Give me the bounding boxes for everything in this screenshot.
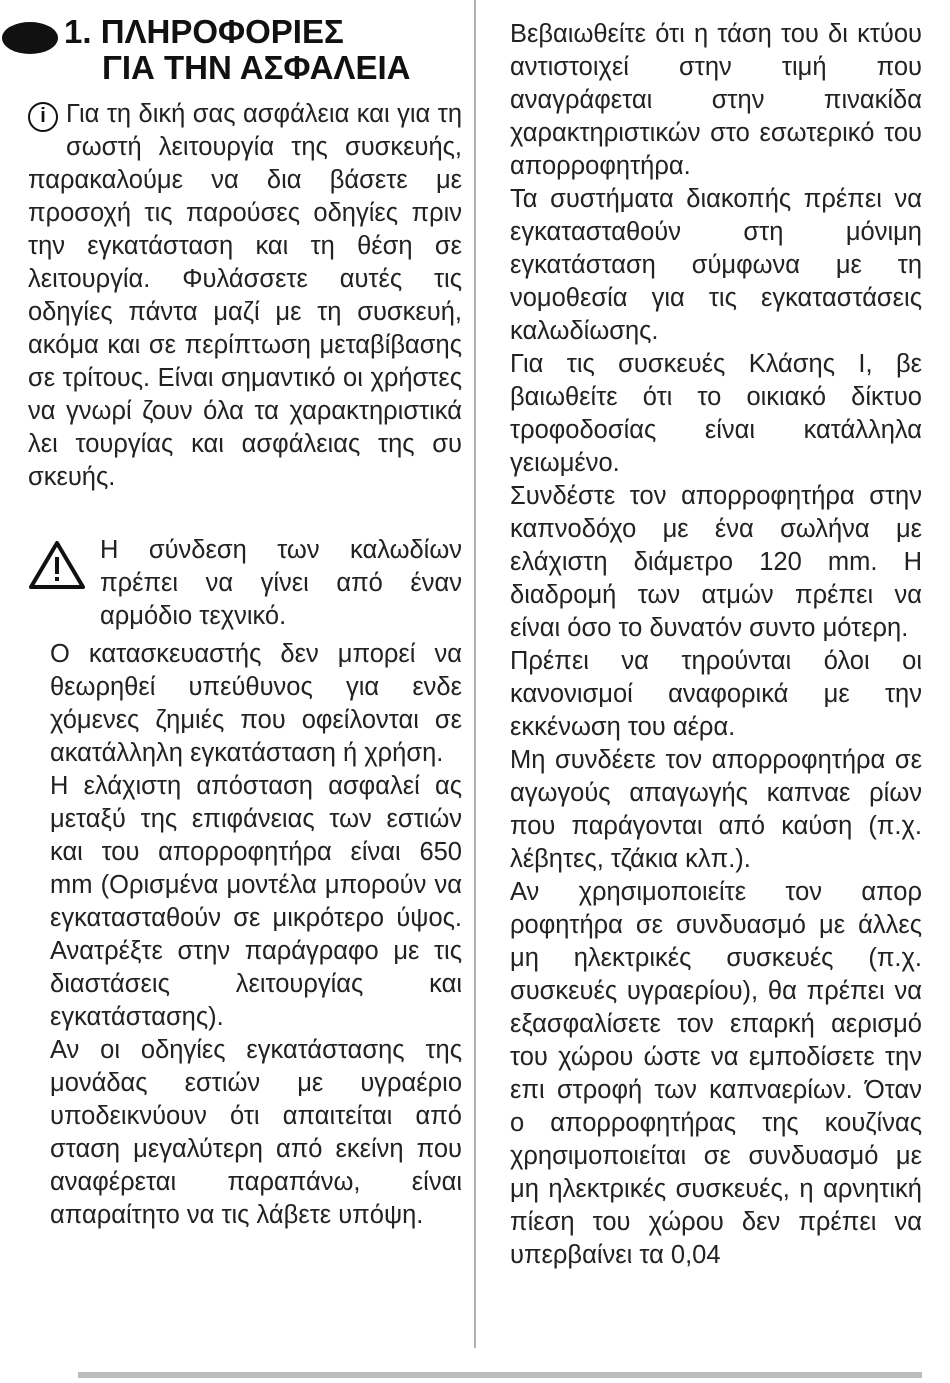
section-title xyxy=(64,14,410,86)
right-column xyxy=(510,18,922,1272)
warning-triangle-icon xyxy=(28,540,86,590)
footer-rule xyxy=(78,1372,922,1378)
paragraph: Μη συνδέετε τον απορροφητήρα σε αγωγούς απαγωγής καπναε ρίων που παράγονται από καύση (π.χ. λέβητες, τζάκια κλπ.). xyxy=(510,746,922,873)
section-bullet-icon xyxy=(2,22,58,54)
left-paragraphs xyxy=(28,638,462,1232)
info-circle-icon: i xyxy=(28,102,58,132)
warning-notice xyxy=(28,534,462,634)
paragraph: Βεβαιωθείτε ότι η τάση του δι κτύου αντιστοιχεί στην τιμή που αναγράφεται στην πινακίδα χαρακτηριστικών στο εσωτερικό του απορροφητήρα. xyxy=(510,20,922,180)
info-notice xyxy=(28,98,462,494)
column-divider xyxy=(474,0,476,1348)
section-title-line1: 1. ΠΛΗΡΟΦΟΡΙΕΣ xyxy=(64,13,344,50)
section-heading xyxy=(28,14,462,90)
paragraph: Η ελάχιστη απόσταση ασφαλεί ας μεταξύ της επιφάνειας των εστιών και του απορροφητήρα είναι 650 mm (Ορισμένα μοντέλα μπορούν να εγκατασταθούν σε μικρότερο ύψος. Ανατρέξτε στην παράγραφο με τις διαστάσεις λειτουργίας και εγκατάστασης). xyxy=(50,772,462,1031)
section-title-line2: ΓΙΑ ΤΗΝ ΑΣΦΑΛΕΙΑ xyxy=(102,49,411,86)
paragraph: Ο κατασκευαστής δεν μπορεί να θεωρηθεί υπεύθυνος για ενδε χόμενες ζημιές που οφείλονται σε ακατάλληλη εγκατάσταση ή χρήση. xyxy=(50,640,462,767)
warning-text: Η σύνδεση των καλωδίων πρέπει να γίνει από έναν αρμόδιο τεχνικό. xyxy=(100,536,462,630)
paragraph: Συνδέστε τον απορροφητήρα στην καπνοδόχο με ένα σωλήνα με ελάχιστη διάμετρο 120 mm. Η διαδρομή των ατμών πρέπει να είναι όσο το δυνατόν συντο μότερη. xyxy=(510,482,922,642)
paragraph: Αν χρησιμοποιείτε τον απορ ροφητήρα σε συνδυασμό με άλλες μη ηλεκτρικές συσκευές (π.χ. συσκευές υγραερίου), θα πρέπει να εξασφαλίσετε τον επαρκή αερισμό του χώρου ώστε να εμποδίσετε την επι στροφή των καπναερίων. Όταν ο απορροφητήρας της κουζίνας χρησιμοποιείται σε συνδυασμό με μη ηλεκτρικές συσκευές, η αρνητική πίεση του χώρου δεν πρέπει να υπερβαίνει τα 0,04 xyxy=(510,878,922,1269)
paragraph: Για τις συσκευές Κλάσης I, βε βαιωθείτε ότι το οικιακό δίκτυο τροφοδοσίας είναι κατάλληλα γειωμένο. xyxy=(510,350,922,477)
paragraph: Αν οι οδηγίες εγκατάστασης της μονάδας εστιών με υγραέριο υποδεικνύουν ότι απαιτείται από σταση μεγαλύτερη από εκείνη που αναφέρεται παραπάνω, είναι απαραίτητο να τις λάβετε υπόψη. xyxy=(50,1036,462,1229)
paragraph: Τα συστήματα διακοπής πρέπει να εγκατασταθούν στη μόνιμη εγκατάσταση σύμφωνα με τη νομοθεσία για τις εγκαταστάσεις καλωδίωσης. xyxy=(510,185,922,345)
info-text: Για τη δική σας ασφάλεια και για τη σωστή λειτουργία της συσκευής, παρακαλούμε να δια βάσετε με προσοχή τις παρούσες οδηγίες πριν την εγκατάσταση και τη θέση σε λειτουργία. Φυλάσσετε αυτές τις οδηγίες πάντα μαζί με τη συσκευή, ακόμα και σε περίπτωση μεταβίβασης σε τρίτους. Είναι σημαντικό οι χρήστες να γνωρί ζουν όλα τα χαρακτηριστικά λει τουργίας και ασφάλειας της συ σκευής. xyxy=(28,100,462,491)
paragraph: Πρέπει να τηρούνται όλοι οι κανονισμοί αναφορικά με την εκκένωση του αέρα. xyxy=(510,647,922,741)
left-column xyxy=(28,14,462,1232)
